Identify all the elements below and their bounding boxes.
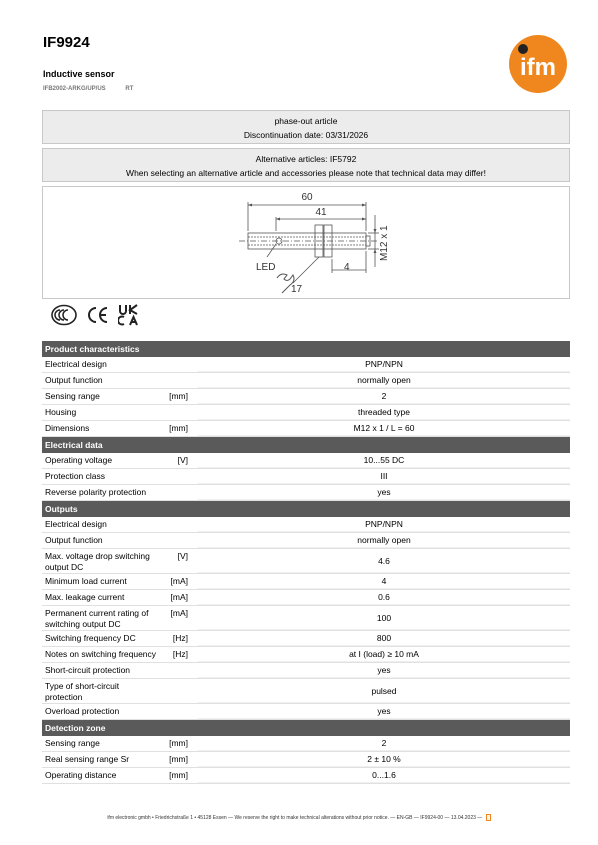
table-row [42, 405, 570, 421]
table-row [42, 485, 570, 501]
alternatives-notice [42, 148, 570, 182]
row-label: Electrical design [45, 359, 107, 369]
ifm-logo-icon [509, 35, 567, 93]
table-row [42, 647, 570, 663]
table-row [42, 679, 570, 704]
led-label: LED [256, 262, 276, 273]
row-label: Notes on switching frequency [45, 649, 157, 659]
table-row [42, 469, 570, 485]
row-label: Reverse polarity protection [45, 487, 147, 497]
row-unit: [mm] [169, 770, 188, 780]
row-label: Permanent current rating of switching output DC [45, 608, 149, 629]
row-value: 100 [198, 606, 570, 630]
table-row [42, 704, 570, 720]
row-value: 10...55 DC [198, 453, 570, 468]
row-unit: [mm] [169, 391, 188, 401]
row-unit [160, 469, 190, 484]
row-unit [160, 357, 190, 372]
row-unit: [Hz] [172, 633, 188, 643]
table-row [42, 590, 570, 606]
cULus-icon [50, 304, 78, 326]
phase-out-notice [42, 110, 570, 144]
row-label: Short-circuit protection [45, 665, 131, 675]
row-label: Housing [45, 407, 77, 417]
page-marker-icon [486, 814, 491, 821]
row-label: Operating voltage [45, 455, 113, 465]
table-row [42, 549, 570, 574]
svg-text:ifm: ifm [520, 54, 556, 81]
row-unit: [mm] [169, 754, 188, 764]
table-row [42, 574, 570, 590]
table-row [42, 373, 570, 389]
dimension-drawing [42, 186, 570, 299]
row-value: 800 [198, 631, 570, 646]
row-unit [160, 405, 190, 420]
row-unit: [mA] [170, 592, 188, 602]
row-label: Overload protection [45, 706, 120, 716]
row-value: yes [198, 485, 570, 500]
table-row [42, 517, 570, 533]
phase-out-label: phase-out article [274, 116, 338, 126]
row-unit [160, 704, 190, 719]
row-unit: [mm] [169, 738, 188, 748]
row-label: Max. voltage drop switching output DC [45, 551, 150, 572]
row-unit: [V] [177, 551, 188, 561]
row-value: 0.6 [198, 590, 570, 605]
row-label: Switching frequency DC [45, 633, 136, 643]
table-row [42, 736, 570, 752]
row-value: pulsed [198, 679, 570, 703]
row-unit [160, 517, 190, 532]
technical-data-tables [42, 341, 570, 784]
alternatives-warning: When selecting an alternative article and accessories please note that technical data may differ! [126, 168, 486, 178]
dim-nut-label: 4 [344, 262, 350, 273]
row-label: Electrical design [45, 519, 107, 529]
table-row [42, 768, 570, 784]
row-value: yes [198, 704, 570, 719]
row-unit: [V] [177, 455, 188, 465]
dim-thread-size-label: M12 x 1 [379, 225, 390, 261]
row-label: Sensing range [45, 391, 100, 401]
row-value: normally open [198, 533, 570, 548]
row-label: Output function [45, 535, 103, 545]
alternative-articles: Alternative articles: IF5792 [255, 154, 357, 164]
row-unit [160, 485, 190, 500]
section-header: Electrical data [42, 437, 570, 453]
row-value: 4.6 [198, 549, 570, 573]
row-label: Dimensions [45, 423, 90, 433]
table-row [42, 453, 570, 469]
table-row [42, 389, 570, 405]
row-label: Protection class [45, 471, 105, 481]
row-label: Operating distance [45, 770, 117, 780]
row-label: Real sensing range Sr [45, 754, 130, 764]
discontinuation-date: Discontinuation date: 03/31/2026 [243, 130, 369, 140]
article-code: IFB2002-ARKG/UP/US [43, 86, 106, 92]
section-header: Outputs [42, 501, 570, 517]
table-row [42, 357, 570, 373]
article-codes [43, 86, 151, 92]
row-label: Sensing range [45, 738, 100, 748]
section-header: Detection zone [42, 720, 570, 736]
ce-mark-icon [86, 306, 110, 324]
table-row [42, 752, 570, 768]
page-footer [0, 814, 598, 821]
product-subtitle: Inductive sensor [43, 69, 115, 79]
row-label: Minimum load current [45, 576, 127, 586]
row-unit: [mA] [170, 608, 188, 618]
product-title: IF9924 [43, 34, 90, 51]
section-header: Product characteristics [42, 341, 570, 357]
table-row [42, 663, 570, 679]
row-label: Type of short-circuit protection [45, 681, 120, 702]
row-unit [160, 373, 190, 388]
certification-marks [50, 303, 140, 327]
row-label: Output function [45, 375, 103, 385]
table-row [42, 606, 570, 631]
dim-total-label: 60 [301, 192, 313, 203]
row-unit [160, 533, 190, 548]
row-unit: [mm] [169, 423, 188, 433]
row-unit [160, 663, 190, 678]
row-value: threaded type [198, 405, 570, 420]
row-value: 2 [198, 736, 570, 751]
table-row [42, 631, 570, 647]
row-unit: [mA] [170, 576, 188, 586]
row-value: 2 [198, 389, 570, 404]
row-value: at I (load) ≥ 10 mA [198, 647, 570, 662]
wrench-size-label: 17 [291, 284, 303, 295]
row-value: normally open [198, 373, 570, 388]
dim-thread-label: 41 [315, 207, 327, 218]
row-value: III [198, 469, 570, 484]
row-value: 0...1.6 [198, 768, 570, 783]
ukca-mark-icon [118, 304, 140, 326]
row-value: PNP/NPN [198, 517, 570, 532]
row-unit: [Hz] [172, 649, 188, 659]
row-value: PNP/NPN [198, 357, 570, 372]
row-value: 4 [198, 574, 570, 589]
row-unit [160, 679, 190, 683]
row-value: yes [198, 663, 570, 678]
table-row [42, 421, 570, 437]
row-value: 2 ± 10 % [198, 752, 570, 767]
footer-text: ifm electronic gmbh • Friedrichstraße 1 • 45128 Essen — We reserve the right to make technical alterations without prior notice. — EN-GB — IF9924-00 — 13.04.2023 — [107, 814, 483, 821]
article-suffix: RT [125, 86, 134, 92]
row-value: M12 x 1 / L = 60 [198, 421, 570, 436]
table-row [42, 533, 570, 549]
row-label: Max. leakage current [45, 592, 125, 602]
